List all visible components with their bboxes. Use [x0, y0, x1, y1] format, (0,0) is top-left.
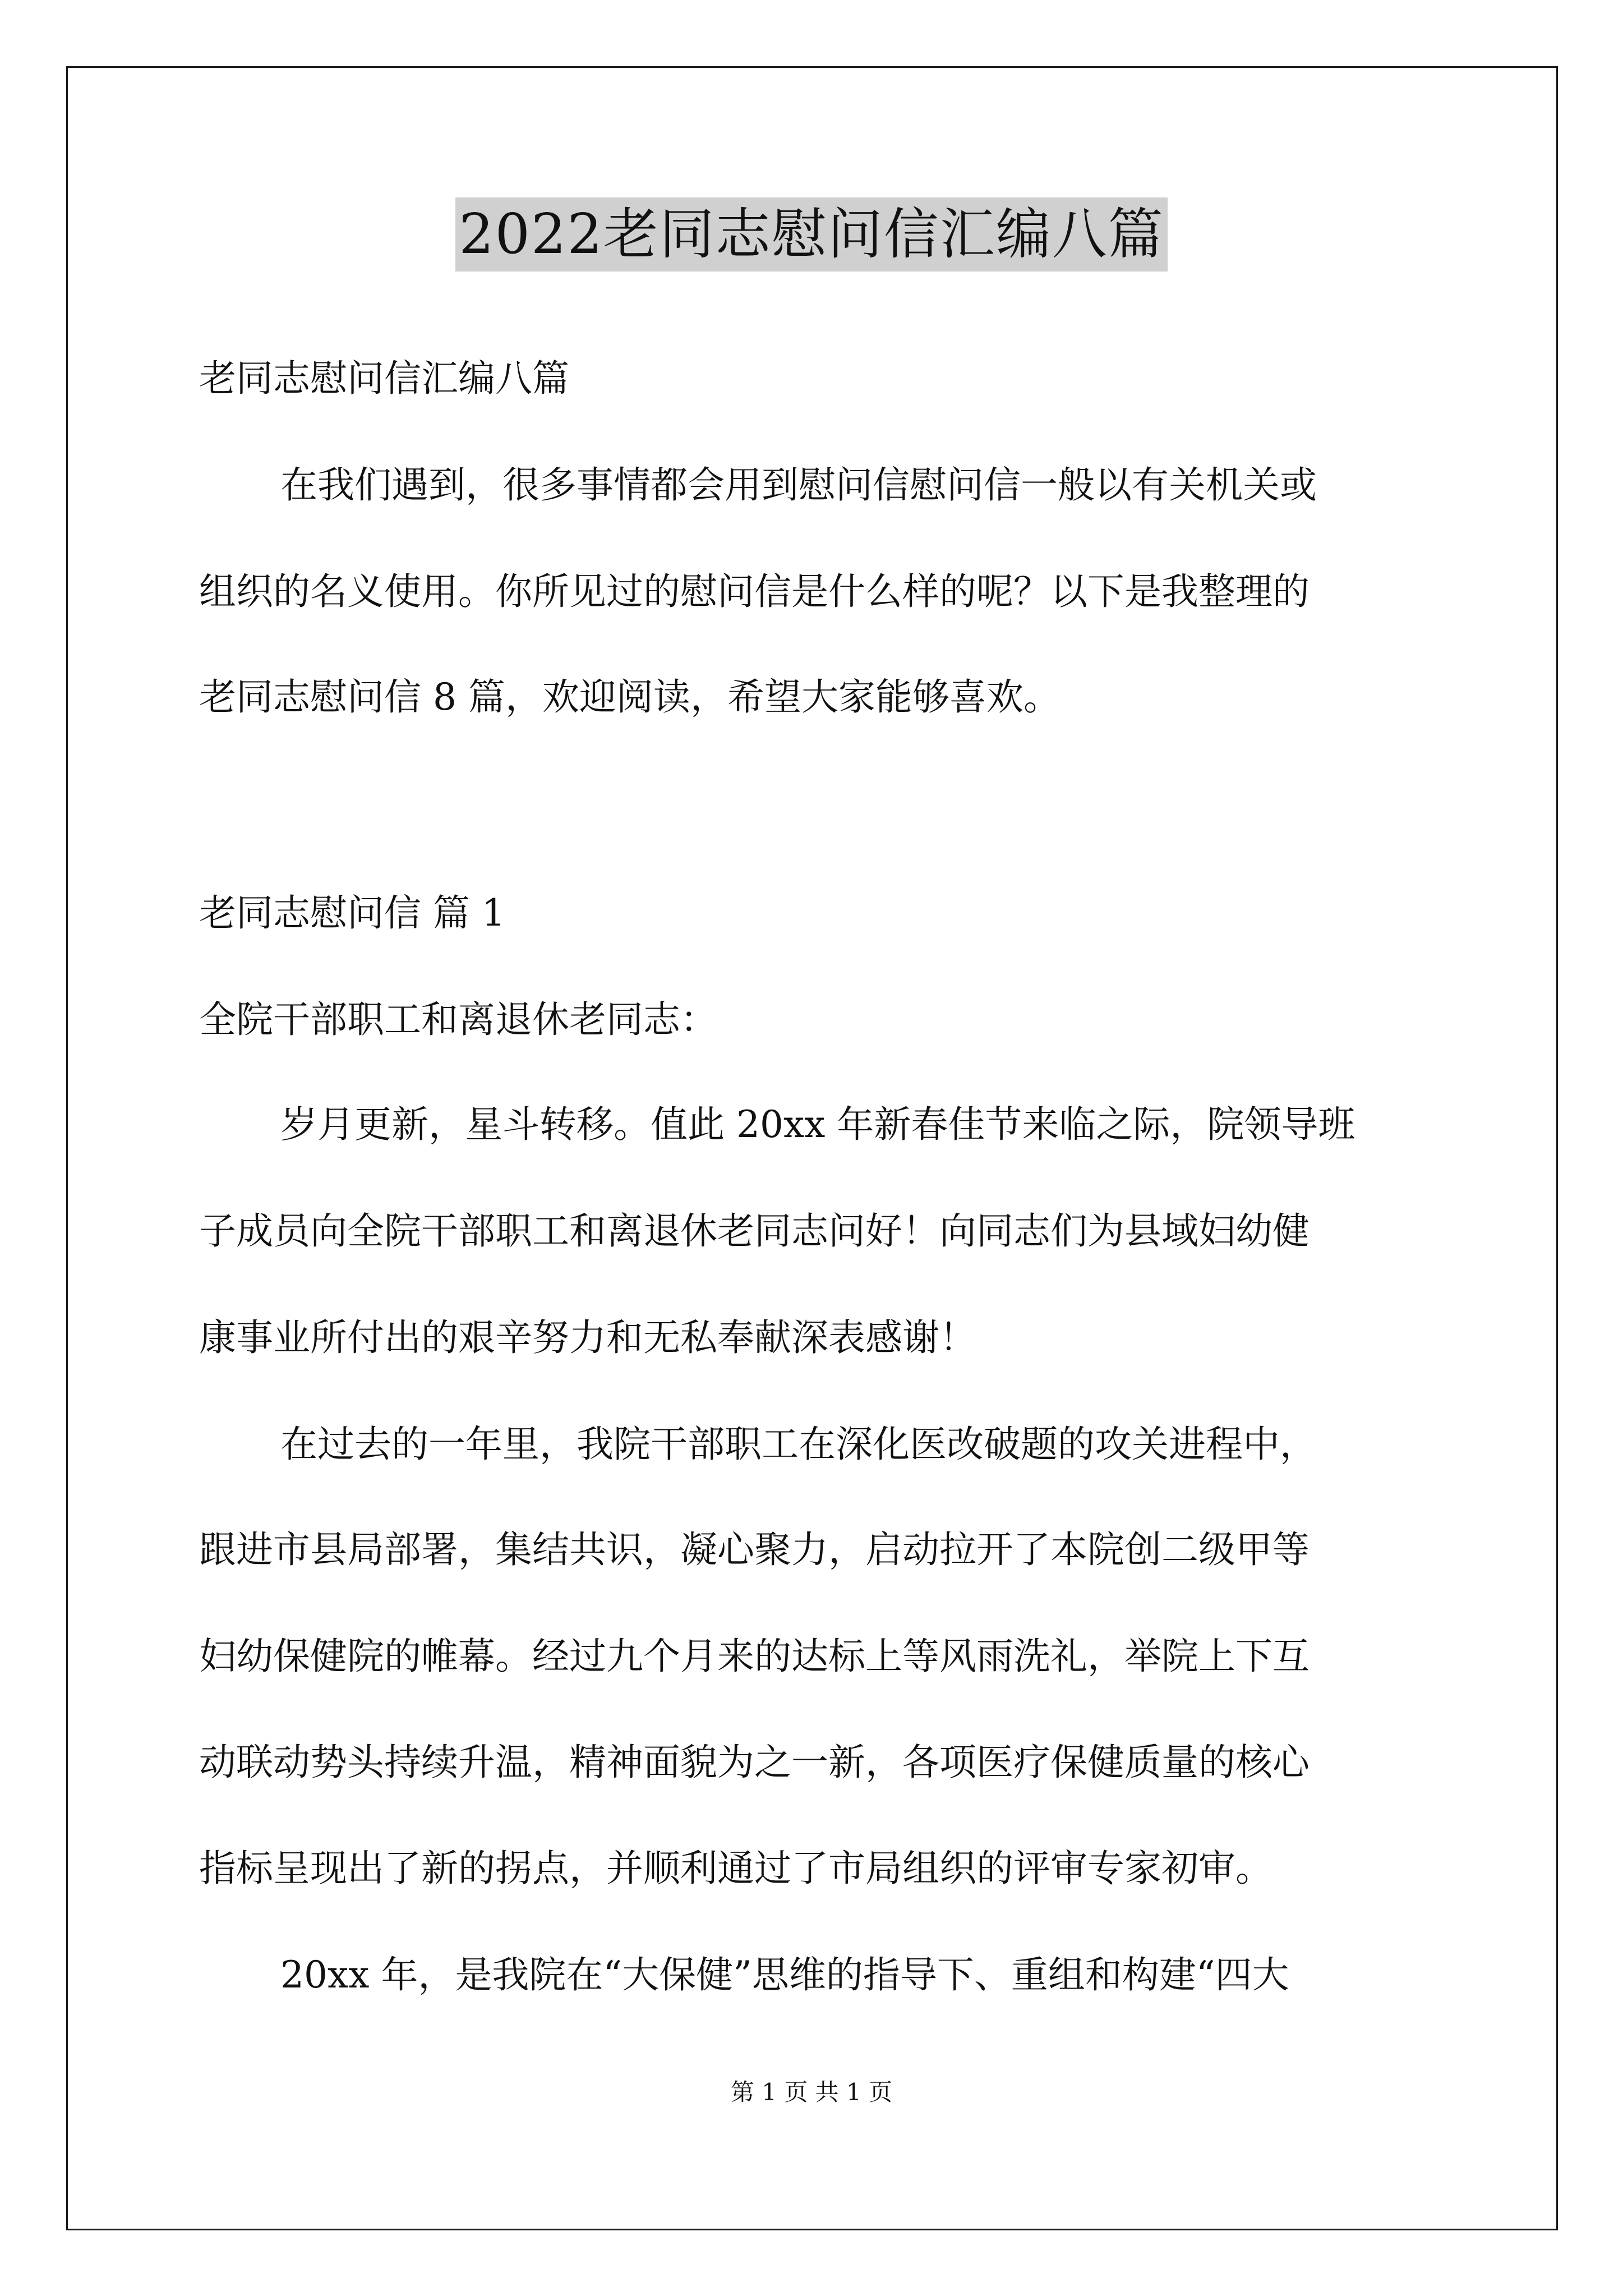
paragraph1-line-3: 康事业所付出的艰辛努力和无私奉献深表感谢！ [199, 1316, 976, 1359]
intro-line-1: 在我们遇到，很多事情都会用到慰问信慰问信一般以有关机关或 [280, 463, 1317, 507]
paragraph1-line-2: 子成员向全院干部职工和离退休老同志问好！向同志们为县域妇幼健 [199, 1209, 1310, 1253]
section-heading: 老同志慰问信 篇 1 [199, 891, 505, 935]
paragraph2-line-1: 在过去的一年里，我院干部职工在深化医改破题的攻关进程中， [280, 1423, 1317, 1466]
document-title: 2022老同志慰问信汇编八篇 [455, 197, 1167, 272]
salutation: 全院干部职工和离退休老同志： [199, 998, 717, 1041]
paragraph3-line-1: 20xx 年，是我院在“大保健”思维的指导下、重组和构建“四大 [280, 1953, 1289, 1996]
intro-line-3: 老同志慰问信 8 篇，欢迎阅读，希望大家能够喜欢。 [199, 675, 1061, 719]
paragraph2-line-2: 跟进市县局部署，集结共识，凝心聚力，启动拉开了本院创二级甲等 [199, 1528, 1310, 1571]
page-footer: 第 1 页 共 1 页 [730, 2078, 893, 2106]
paragraph2-line-3: 妇幼保健院的帷幕。经过九个月来的达标上等风雨洗礼，举院上下互 [199, 1635, 1310, 1678]
paragraph2-line-5: 指标呈现出了新的拐点，并顺利通过了市局组织的评审专家初审。 [199, 1847, 1272, 1890]
intro-line-2: 组织的名义使用。你所见过的慰问信是什么样的呢？以下是我整理的 [199, 570, 1310, 613]
paragraph1-line-1: 岁月更新，星斗转移。值此 20xx 年新春佳节来临之际，院领导班 [280, 1103, 1355, 1146]
document-subtitle: 老同志慰问信汇编八篇 [199, 357, 569, 400]
paragraph2-line-4: 动联动势头持续升温，精神面貌为之一新，各项医疗保健质量的核心 [199, 1741, 1310, 1784]
title-container [0, 197, 1623, 272]
